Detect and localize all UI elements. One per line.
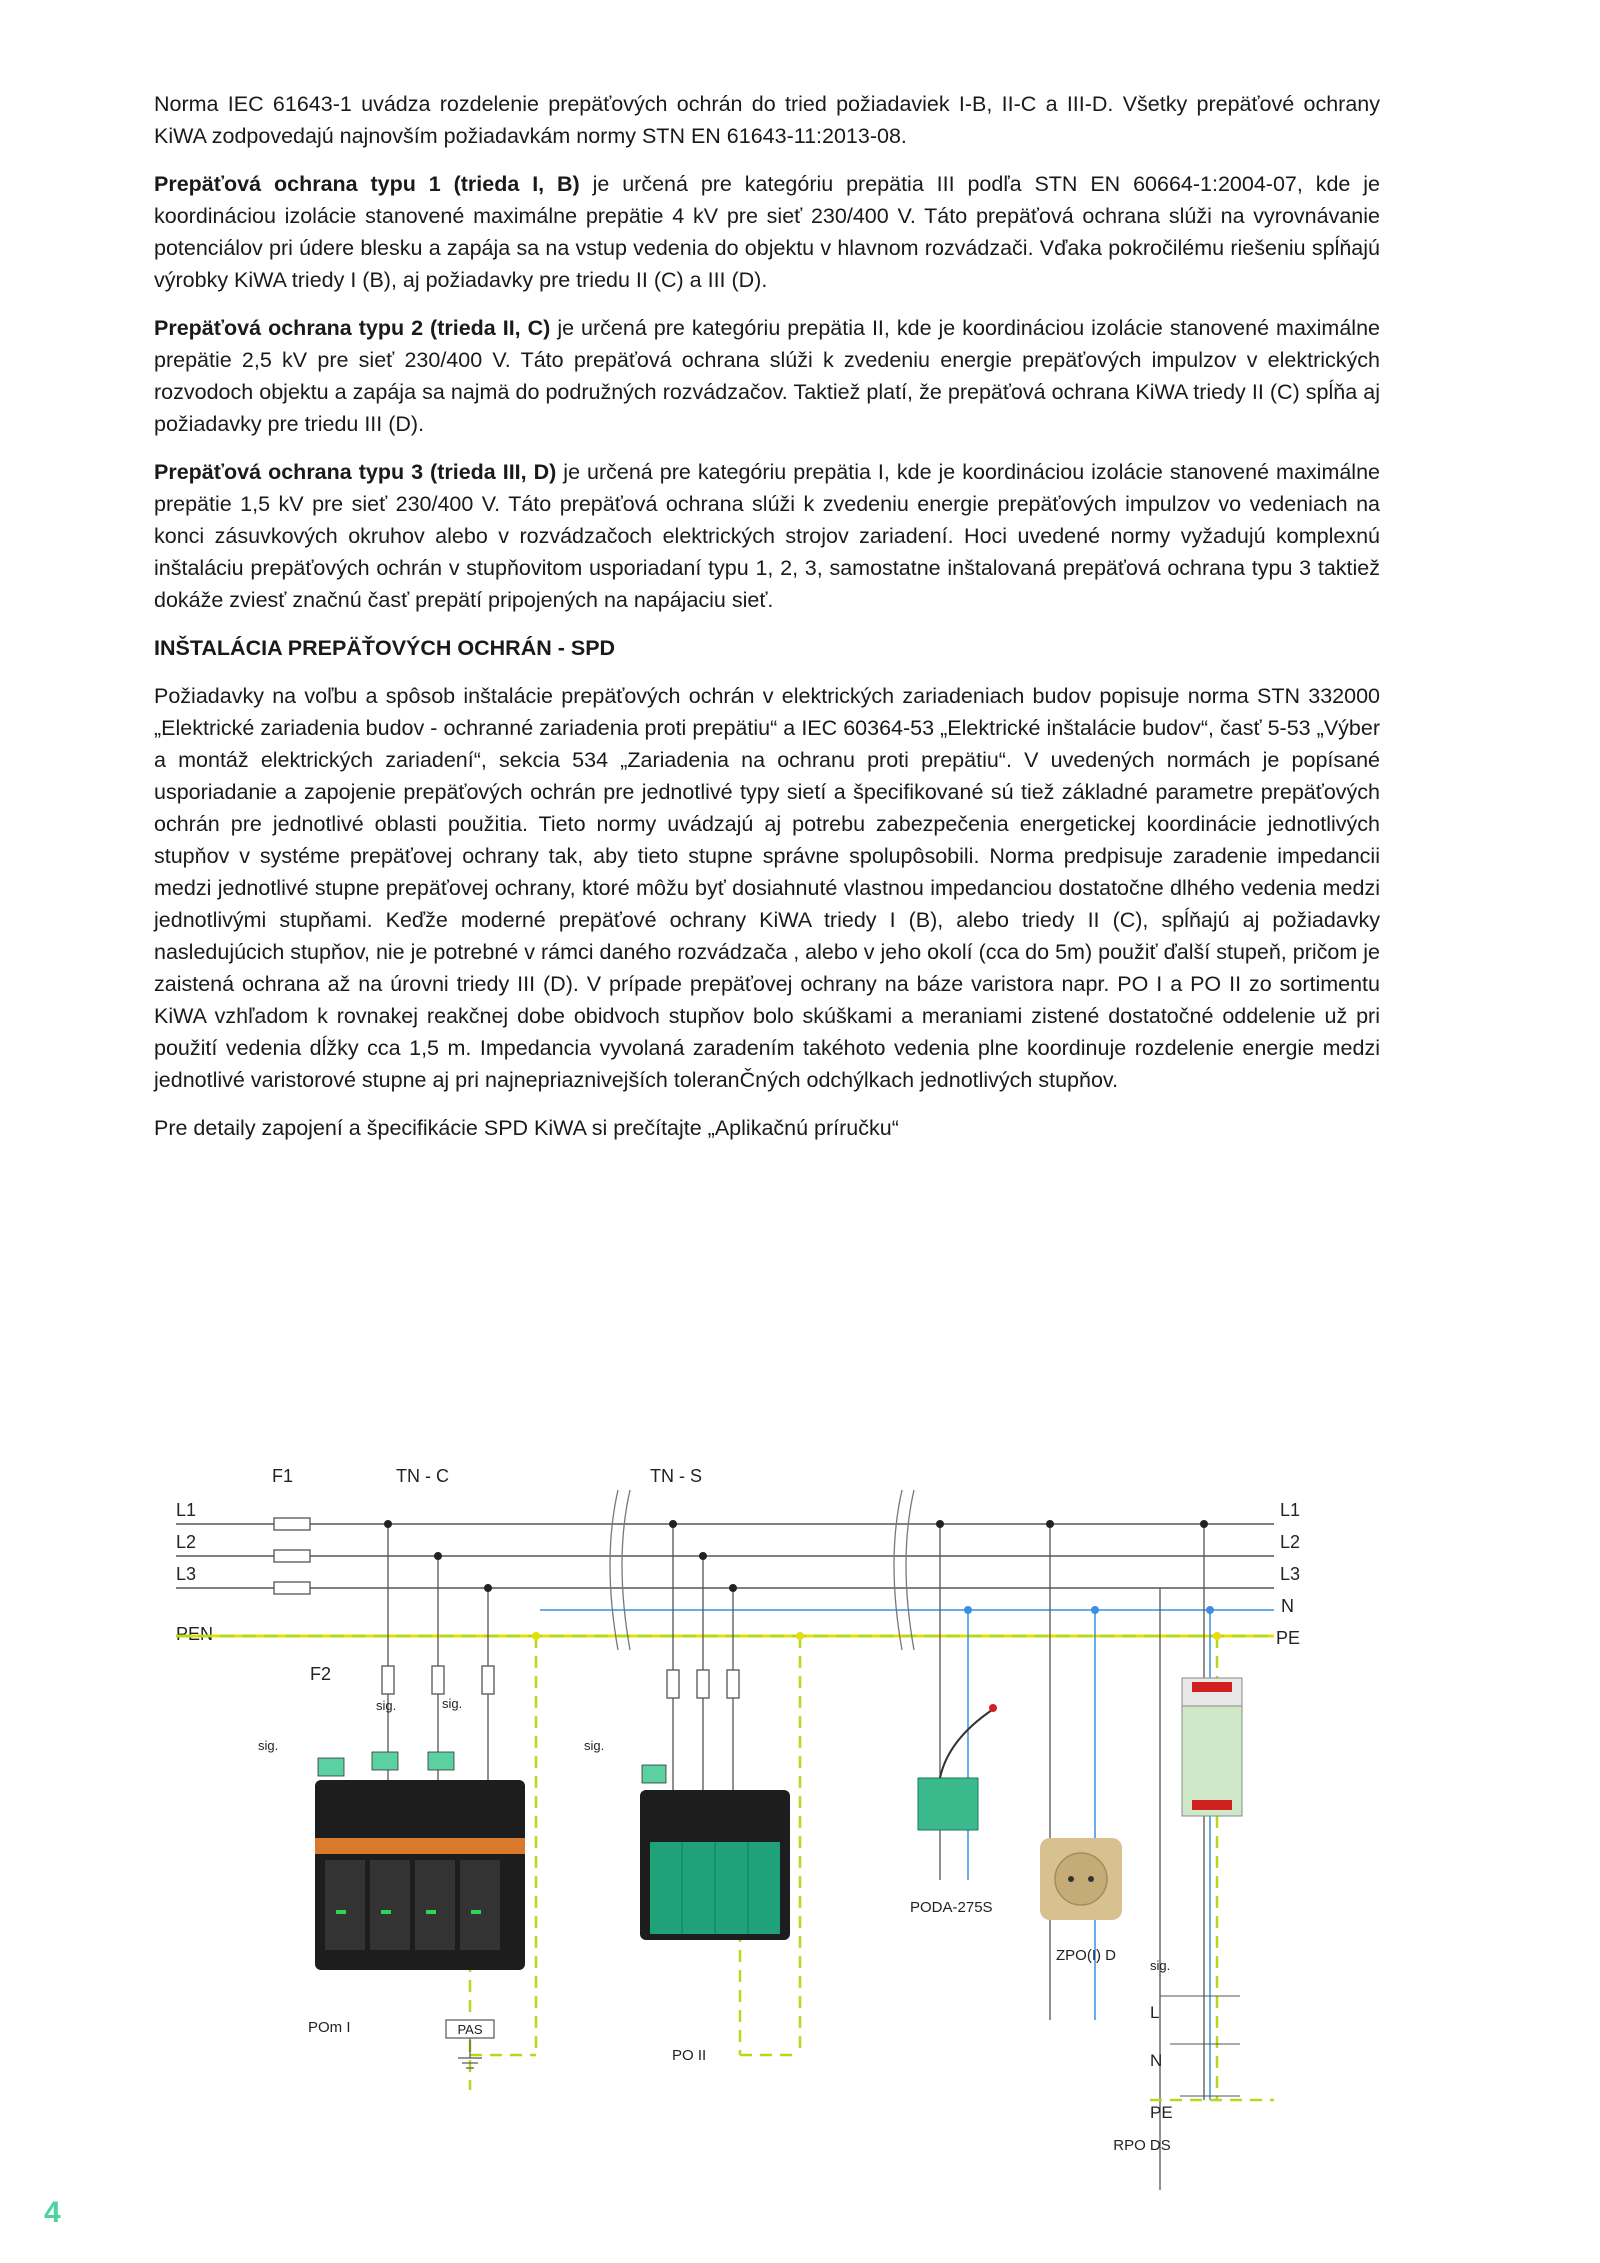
- type3-text: je určená pre kategóriu prepätia I, kde je koordináciou izolácie stanovené maximálne prepätie 1,5 kV pre sieť 230/400 V. Táto prepäťová ochrana slúži k zvedeniu energie prepäťových impulzov vo vedeniach na konci zásuvkových okruhov alebo v rozvádzačoch elektrických strojov zariadení. Hoci uvedené normy vyžadujú komplexnú inštaláciu prepäťových ochrán v stupňovitom usporiadaní typu 1, 2, 3, samostatne inštalovaná prepäťová ochrana typu 3 taktiež dokáže zviesť značnú časť prepätí pripojených na napájaciu sieť.: [154, 460, 1380, 612]
- ground-symbol: [458, 2038, 482, 2068]
- left-l3-label: L3: [176, 1564, 197, 1584]
- main-text: [154, 88, 1380, 1160]
- zpo-device: [1040, 1838, 1122, 1920]
- poda-device: [918, 1704, 997, 1830]
- rpo-device: [1182, 1678, 1242, 1816]
- left-l2-label: L2: [176, 1532, 197, 1552]
- type2-text: je určená pre kategóriu prepätia II, kde je koordináciou izolácie stanovené maximálne prepätie 2,5 kV pre sieť 230/400 V. Táto prepäťová ochrana slúži k zvedeniu energie prepäťových impulzov v elektrických rozvodoch objektu a zapája sa najmä do podružných rozvádzačov. Taktiež platí, že prepäťová ochrana KiWA triedy II (C) spĺňa aj požiadavky pre triedu III (D).: [154, 316, 1380, 436]
- po2-device: [640, 1765, 790, 1940]
- type2-paragraph: [154, 312, 1380, 440]
- left-pen-label: PEN: [176, 1624, 214, 1644]
- pe-label: PE: [1150, 2103, 1173, 2122]
- poda-label: PODA-275S: [910, 1899, 993, 1916]
- sig-label-5: sig.: [1150, 1958, 1171, 1973]
- sig-label-4: sig.: [584, 1738, 605, 1753]
- zpo-label: ZPO(I) D: [1056, 1947, 1116, 1964]
- right-l1-label: L1: [1279, 1500, 1300, 1520]
- footer-note: Pre detaily zapojení a špecifikácie SPD KiWA si prečítajte „Aplikačnú príručku“: [154, 1116, 899, 1140]
- fuses-f1: [274, 1518, 310, 1594]
- phase-lines: [176, 1524, 1274, 1588]
- tnc-label: TN - C: [396, 1466, 449, 1486]
- installation-paragraph: Požiadavky na voľbu a spôsob inštalácie prepäťových ochrán v elektrických zariadeniach budov popisuje norma STN 332000 „Elektrické zariadenia budov - ochranné zariadenia proti prepätiu“ a IEC 60364-53 „Elektrické inštalácie budov“, časť 5-53 „Výber a montáž elektrických zariadení“, sekcia 534 „Zariadenia na ochranu proti prepätiu“. V uvedených normách je popísané usporiadanie a zapojenie prepäťových ochrán pre jednotlivé typy sietí a špecifikované sú tiež základné parametre prepäťových ochrán pre jednotlivé oblasti použitia. Tieto normy uvádzajú aj potrebu zabezpečenia energetickej koordinácie jednotlivých stupňov v systéme prepäťovej ochrany tak, aby tieto stupne správne spolupôsobili. Norma predpisuje zaradenie impedancii medzi jednotlivé stupne prepäťovej ochrany, ktoré môžu byť dosiahnuté vlastnou impedanciou dostatočne dlhého vedenia medzi jednotlivými stupňami. Keďže moderné prepäťové ochrany KiWA triedy I (B), alebo triedy II (C), spĺňajú aj požiadavky nasledujúcich stupňov, nie je potrebné v rámci daného rozvádzača , alebo v jeho okolí (cca do 5m) použiť ďalší stupeň, pričom je zaistená ochrana až na úrovni triedy III (D). V prípade prepäťovej ochrany na báze varistora napr. PO I a PO II zo sortimentu KiWA vzhľadom k rovnakej reakčnej dobe obidvoch stupňov bolo skúškami a meraniami zistené dostatočné oddelenie už pri použití vedenia dĺžky cca 1,5 m. Impedancia vyvolaná zaradením takéhoto vedenia plne koordinuje rozdelenie energie medzi jednotlivé varistorové stupne aj pri najnepriaznivejších toleranČných odchýlkach jednotlivých stupňov.: [154, 684, 1380, 1092]
- sig-label-1: sig.: [258, 1738, 279, 1753]
- po2-label: PO II: [672, 2047, 707, 2064]
- right-l2-label: L2: [1279, 1532, 1300, 1552]
- right-n-label: N: [1281, 1596, 1294, 1616]
- sig-label-2: sig.: [376, 1698, 397, 1713]
- page-number: 4: [44, 2196, 61, 2229]
- type2-title: Prepäťová ochrana typu 2 (trieda II, C): [154, 316, 551, 340]
- l-label: L: [1150, 2003, 1160, 2022]
- intro-paragraph: Norma IEC 61643-1 uvádza rozdelenie prepäťových ochrán do tried požiadaviek I-B, II-C a III-D. Všetky prepäťové ochrany KiWA zodpovedajú najnovším požiadavkám normy STN EN 61643-11:2013-08.: [154, 92, 1380, 148]
- left-l1-label: L1: [176, 1500, 197, 1520]
- pom-device: [315, 1752, 525, 1970]
- type1-paragraph: [154, 168, 1380, 296]
- pas-label: PAS: [457, 2022, 483, 2037]
- rpo-label: RPO DS: [1113, 2137, 1171, 2154]
- type3-paragraph: [154, 456, 1380, 616]
- f1-label: F1: [272, 1466, 294, 1486]
- n-label: N: [1150, 2051, 1163, 2070]
- pom-label: POm I: [308, 2019, 351, 2036]
- right-pe-label: PE: [1275, 1628, 1300, 1648]
- wiring-diagram: [150, 1460, 1300, 2154]
- tns-label: TN - S: [650, 1466, 702, 1486]
- installation-heading: INŠTALÁCIA PREPÄŤOVÝCH OCHRÁN - SPD: [154, 636, 616, 660]
- right-l3-label: L3: [1279, 1564, 1300, 1584]
- fuses-f2: [382, 1666, 739, 1698]
- type3-title: Prepäťová ochrana typu 3 (trieda III, D): [154, 460, 557, 484]
- type1-text: je určená pre kategóriu prepätia III podľa STN EN 60664-1:2004-07, kde je koordináciou izolácie stanovené maximálne prepätie 4 kV pre sieť 230/400 V. Táto prepäťová ochrana slúži na vyrovnávanie potenciálov pri údere blesku a zapája sa na vstup vedenia do objektu v hlavnom rozvádzači. Vďaka pokročilému riešeniu spĺňajú výrobky KiWA triedy I (B), aj požiadavky pre triedu II (C) a III (D).: [154, 172, 1380, 292]
- type1-title: Prepäťová ochrana typu 1 (trieda I, B): [154, 172, 580, 196]
- f2-label: F2: [310, 1664, 332, 1684]
- line-break-marks: [610, 1490, 914, 1650]
- sig-label-3: sig.: [442, 1696, 463, 1711]
